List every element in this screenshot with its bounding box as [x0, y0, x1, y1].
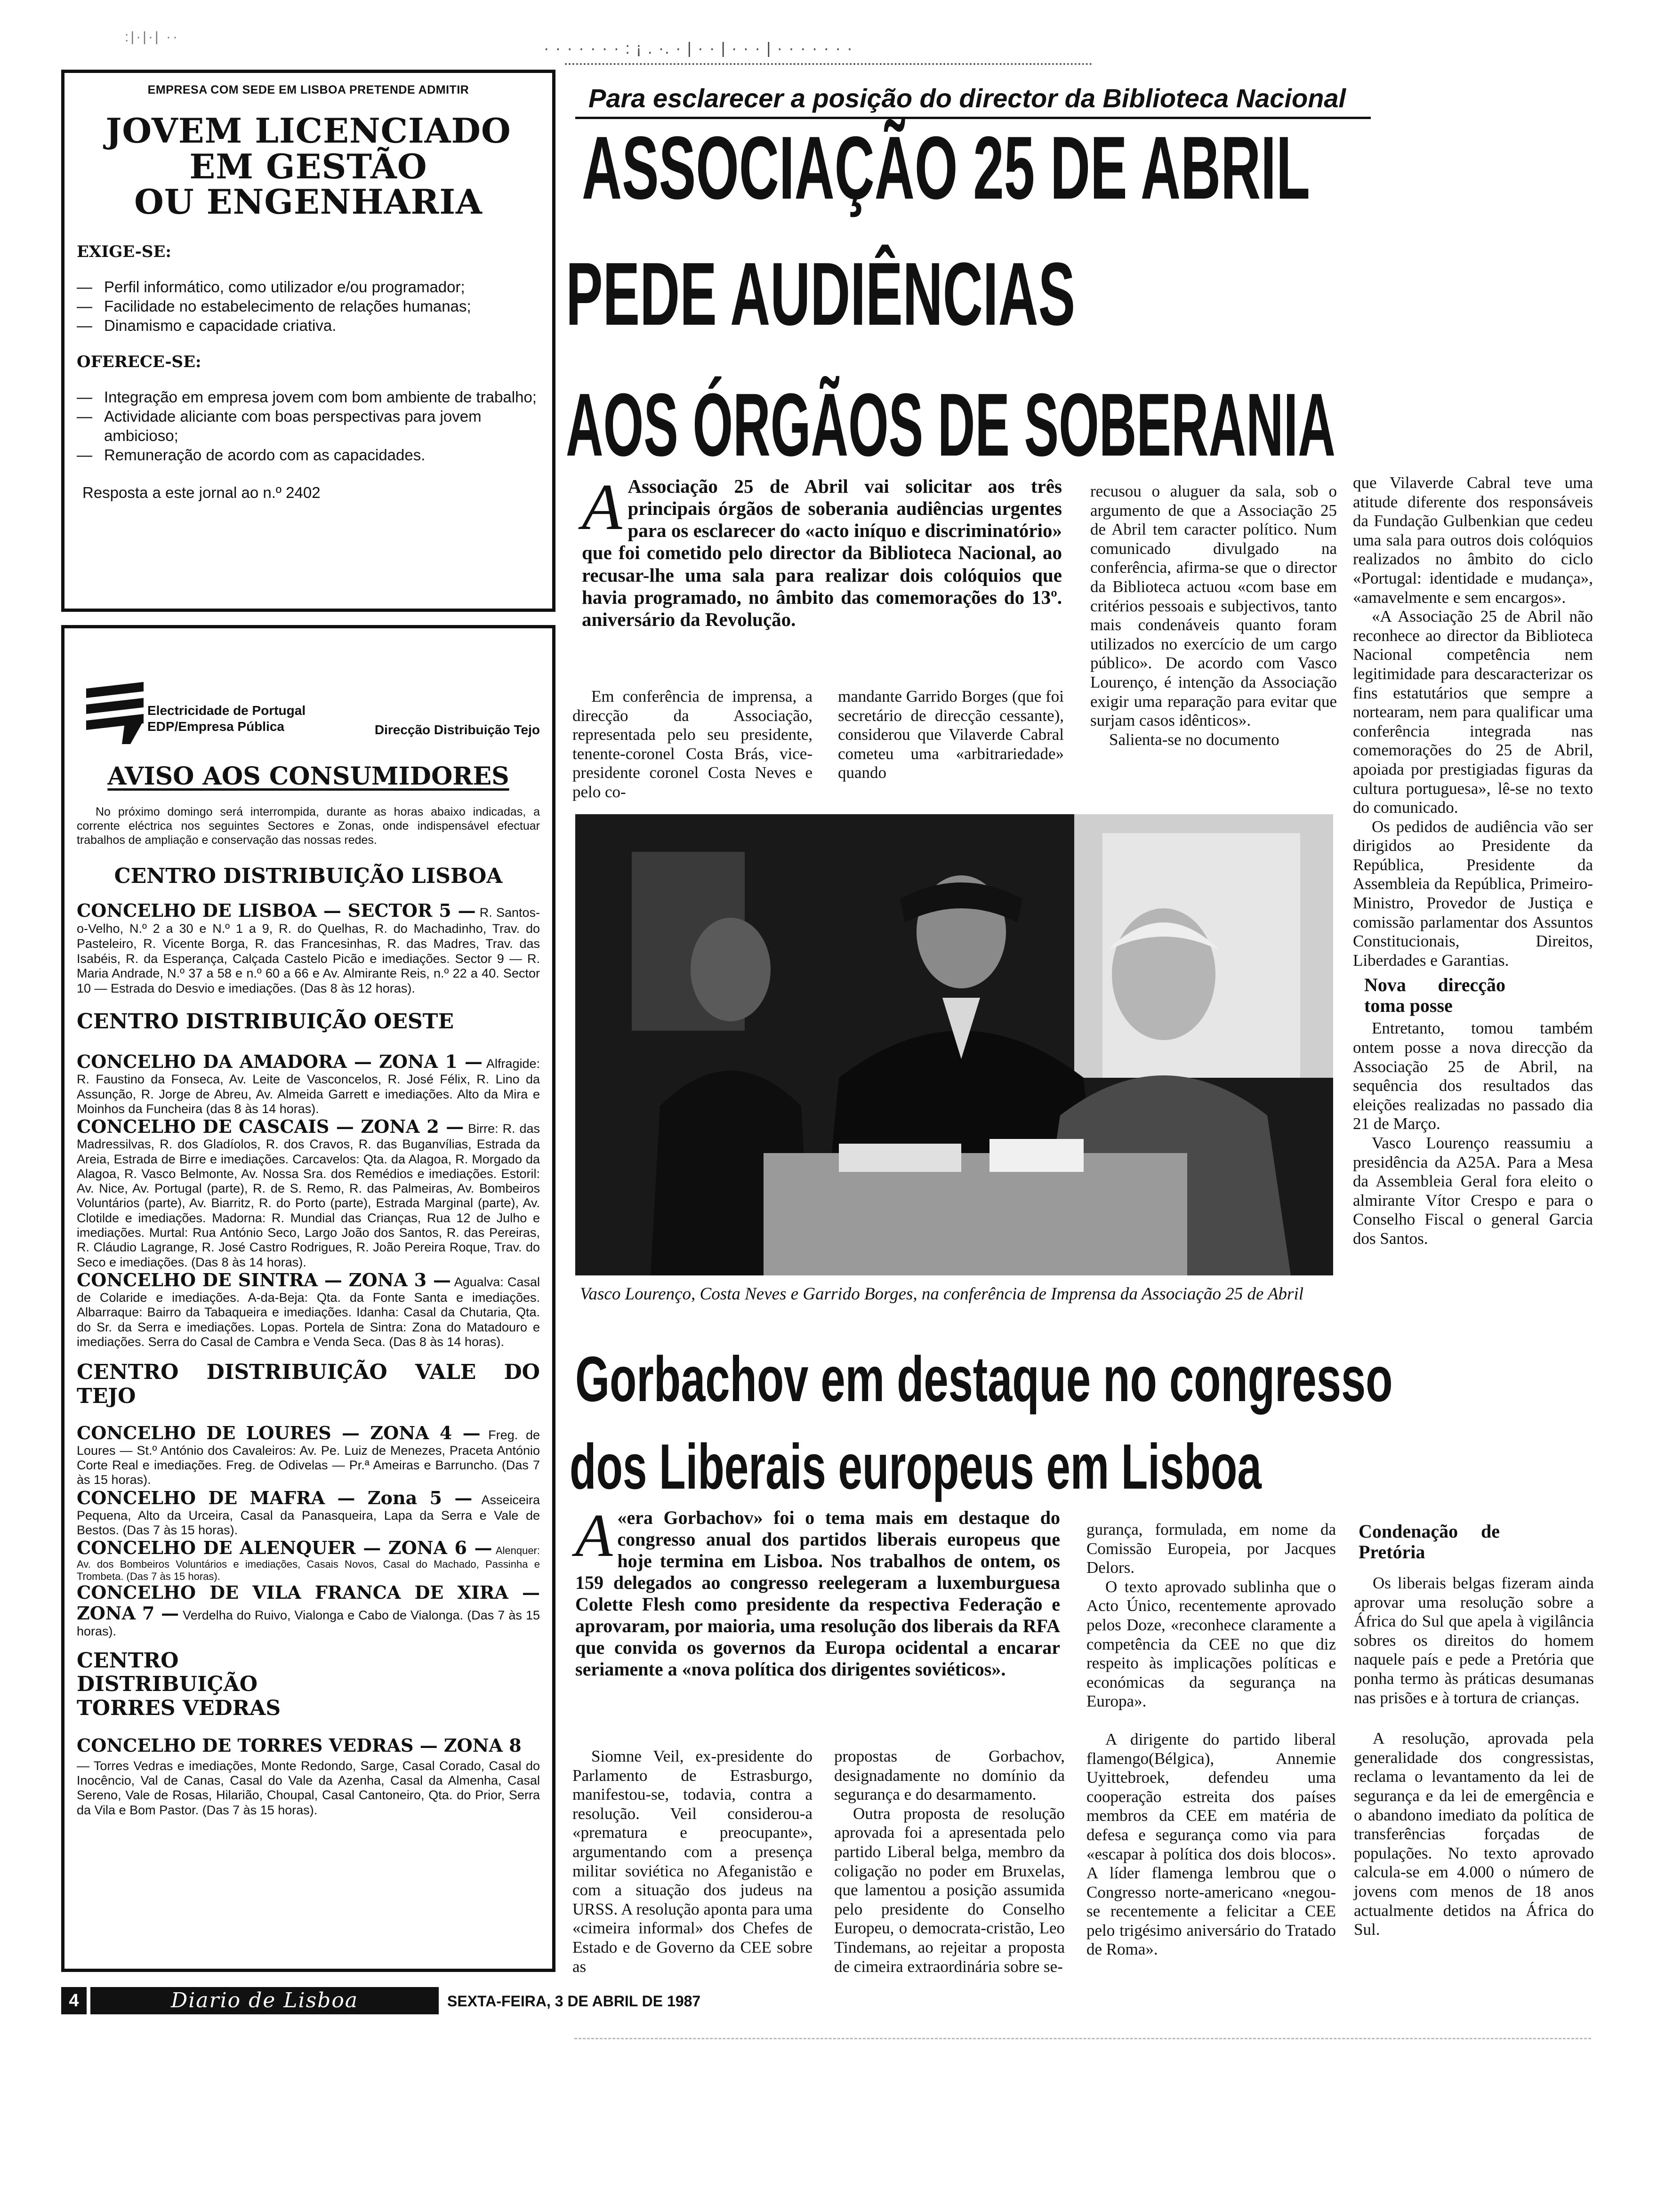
article2-headline-1: Gorbachov em destaque no congresso: [575, 1343, 1393, 1415]
edp-vfx-head: CONCELHO DE VILA FRANCA DE XIRA — ZONA 7 —: [77, 1582, 540, 1624]
article1-lead: [582, 471, 1062, 631]
article1-col-d-text-5: Vasco Lourenço reassumiu a presidência da A25A. Para a Mesa da Assembleia Geral fora eleito o almirante Vítor Crespo e para o Conselho Fiscal o general Garcia dos Santos.: [1353, 1134, 1593, 1248]
press-conference-photo-icon: [575, 814, 1333, 1275]
ad-title: [77, 113, 540, 220]
article2-col-c-text-3: A dirigente do partido liberal flamengo(Bélgica), Annemie Uyittebroek, defendeu uma cooperação estreita dos países membros da CEE em matéria de defesa e segurança como via para «escapar à política dos dois blocos». A líder flamenga lembrou que o Congresso norte-americano «negou-se recentemente a felicitar a CEE pelo trigésimo aniversário do Tratado de Roma».: [1086, 1730, 1336, 1959]
article1-headline-2: PEDE AUDIÊNCIAS: [566, 244, 1076, 344]
edp-aviso-title: AVISO AOS CONSUMIDORES: [107, 762, 509, 791]
masthead: Diario de Lisboa: [90, 1987, 439, 2014]
edp-cascais-text: Birre: R. das Madressilvas, R. dos Gladíolos, R. dos Cravos, R. das Buganvílias, Estrada da Areia, Estrada de Birre e imediações. Carcavelos: Qta. da Alagoa, R. Morgado da Alagoa, R. Vasco Belmonte, Av. Nossa Sra. dos Remédios e imediações. Estoril: Av. Nice, Av. Portugal (parte), R. de S. Remo, R. das Palmeiras, Av. Bombeiros Voluntários (parte), Av. Biarritz, R. do Porto (parte), Estrada Marginal (parte), Av. Clotilde e imediações. Madorna: R. Mundial das Crianças, Rua 12 de Julho e imediações. Murtal: Rua António Seco, Largo João dos Santos, R. das Pereiras, R. Cláudio Lagrange, R. José Castro Rodrigues, R. João Pereira Roque, Trav. do Seco e imediações. (Das 8 às 14 horas).: [77, 1122, 540, 1269]
ad-title-line-3: OU ENGENHARIA: [134, 182, 483, 222]
ad-oferece-label: OFERECE-SE:: [77, 352, 201, 371]
edp-amadora-head: CONCELHO DA AMADORA — ZONA 1 —: [77, 1051, 483, 1073]
article1-col-b: [838, 687, 1064, 783]
ad-resposta: Resposta a este jornal ao n.º 2402: [82, 483, 321, 501]
article2-col-a-text: Siomne Veil, ex-presidente do Parlamento de Estrasburgo, manifestou-se, todavia, contra a resolução. Veil considerou-a «prematura e preocupante», argumentando com a presença militar soviética no Afeganistão e com a situação dos judeus na URSS. A resolução aponta para uma «cimeira informal» dos Chefes de Estado e de Governo da CEE sobre as: [572, 1747, 812, 1976]
article2-col-b-text-1: propostas de Gorbachov, designadamente no domínio da segurança e do desarmamento.: [834, 1747, 1065, 1804]
article1-col-a-text: Em conferência de imprensa, a direcção da Associação, representada pelo seu presidente, tenente-coronel Costa Brás, vice-presidente coronel Costa Neves e pelo co-: [572, 687, 812, 801]
edp-sintra: [77, 1270, 540, 1349]
article2-col-c-text-1: gurança, formulada, em nome da Comissão Europeia, por Jacques Delors.: [1086, 1520, 1336, 1577]
article1-headline-3: AOS ÓRGÃOS DE SOBERANIA: [566, 375, 1335, 475]
article1-col-d: [1353, 473, 1593, 1249]
edp-centro-tejo: CENTRO DISTRIBUIÇÃO VALE DO TEJO: [77, 1360, 540, 1408]
ad-exige-item: — Facilidade no estabelecimento de relações humanas;: [77, 297, 540, 316]
edp-amadora: [77, 1051, 540, 1116]
article1-col-d-text-1: que Vilaverde Cabral teve uma atitude diferente dos responsáveis da Fundação Gulbenkian que cedeu uma sala para outros dois colóquios realizados no âmbito do ciclo «Portugal: identidade e mudança», «amavelmente e sem encargos».: [1353, 473, 1593, 607]
edp-sintra-head: CONCELHO DE SINTRA — ZONA 3 —: [77, 1269, 451, 1291]
article1-col-a: [572, 687, 812, 802]
ad-oferece-item: — Integração em empresa jovem com bom ambiente de trabalho;: [77, 387, 540, 407]
ad-title-line-1: JOVEM LICENCIADO: [105, 111, 511, 151]
article1-lead-text: Associação 25 de Abril vai solicitar aos três principais órgãos de soberania audiências urgentes para os esclarecer do «acto iníquo e discriminatório» que foi cometido pelo director da Biblioteca Nacional, ao recusar-lhe uma sala para realizar dois colóquios que havia programado, no âmbito das comemorações do 13º. aniversário da Revolução.: [582, 475, 1062, 630]
edp-vfx-text: Verdelha do Ruivo, Vialonga e Cabo de Vialonga. (Das 7 às 15 horas).: [77, 1608, 540, 1638]
article1-headline-1: ASSOCIAÇÃO 25 DE ABRIL: [582, 118, 1310, 218]
edp-centro-lisboa: CENTRO DISTRIBUIÇÃO LISBOA: [114, 864, 503, 888]
top-mark-left: :|·|·| ··: [125, 29, 180, 45]
edp-lisboa-text: R. Santos-o-Velho, N.º 2 a 30 e N.º 1 a 9, R. do Quelhas, R. do Machadinho, Trav. do Pasteleiro, R. Vicente Borga, R. das Francesinhas, R. das Madres, Trav. das Isabéis, R. da Esperança, Calçada Castelo Picão e imediações. Sector 9 — R. Maria Andrade, N.º 37 a 58 e n.º 60 a 66 e Av. Almirante Reis, n.º 22 a 40. Sector 10 — Estrada do Desvio e imediações. (Das 8 às 12 horas).: [77, 906, 540, 996]
ad-exige-label: EXIGE-SE:: [77, 242, 171, 261]
edp-lisboa-head: CONCELHO DE LISBOA — SECTOR 5 —: [77, 900, 476, 921]
article2-lead: [575, 1502, 1060, 1680]
edp-centro-tv: CENTRO DISTRIBUIÇÃO TORRES VEDRAS: [77, 1648, 281, 1721]
article1-photo: [575, 814, 1333, 1275]
ad-oferece-list: [77, 387, 540, 465]
edp-cascais-head: CONCELHO DE CASCAIS — ZONA 2 —: [77, 1116, 464, 1138]
article1-col-d-text-2: «A Associação 25 de Abril não reconhece ao director da Biblioteca Nacional competência nem legitimidade para descaracterizar os fins estatutários que sempre a nortearam, nem para qualificar uma conferência integrada nas comemorações do 25 de Abril, apoiada por prestigiadas figuras da cultura portuguesa», lê-se no texto do comunicado.: [1353, 607, 1593, 817]
edp-logo-icon: [81, 680, 152, 746]
ad-small-header: EMPRESA COM SEDE EM LISBOA PRETENDE ADMITIR: [147, 83, 469, 96]
article1-col-c-text-1: recusou o aluguer da sala, sob o argumento de que a Associação 25 de Abril tem caracter político. Num comunicado divulgado na conferência, afirma-se que o director da Biblioteca actuou «com base em critérios pessoais e subjectivos, tanto mais condenáveis quanto foram utilizados no exercício de um cargo público». De acordo com Vasco Lourenço, é intenção da Associação exigir uma reparação para evitar que surjam casos idênticos».: [1090, 482, 1337, 730]
article2-subhead: Condenação de Pretória: [1359, 1521, 1500, 1563]
edp-notice: [61, 625, 555, 1972]
ad-exige-item: — Dinamismo e capacidade criativa.: [77, 316, 540, 335]
edp-lisboa: [77, 900, 540, 996]
edp-mafra-text: Asseiceira Pequena, Alto da Urceira, Casal da Panasqueira, Lapa da Serra e Vale de Bestos. (Das 7 às 15 horas).: [77, 1492, 540, 1537]
footer-date: SEXTA-FEIRA, 3 DE ABRIL DE 1987: [447, 1993, 701, 2010]
edp-amadora-text: Alfragide: R. Faustino da Fonseca, Av. Leite de Vasconcelos, R. José Félix, R. Lino da Assunção, R. Jorge de Abreu, Av. Almeida Garrett e imediações. Alto da Mira e Moinhos da Funcheira (das 8 às 14 horas).: [77, 1057, 540, 1116]
page-number: 4: [61, 1987, 87, 2014]
article1-dropcap: A: [582, 471, 622, 544]
edp-tv-head: CONCELHO DE TORRES VEDRAS — ZONA 8: [77, 1734, 522, 1756]
edp-alenquer-head: CONCELHO DE ALENQUER — ZONA 6 —: [77, 1537, 492, 1559]
job-ad: [61, 70, 555, 612]
edp-sintra-text: Agualva: Casal de Colaride e imediações. A-da-Beja: Qta. da Fonte Santa e imediações. Albarraque: Bairro da Tabaqueira e imediações. Idanha: Casal da Chutaria, Qta. do Sr. da Serra e imediações. Lopas. Portela de Sintra: Zona do Matadouro e imediações. Serra do Casal de Cambra e Venda Seca. (Das 8 às 14 horas).: [77, 1275, 540, 1349]
article1-col-b-text: mandante Garrido Borges (que foi secretário de direcção cessante), considerou que Vilaverde Cabral cometeu uma «arbitrariedade» quando: [838, 687, 1064, 782]
article1-col-c: [1090, 482, 1337, 749]
top-rule: [565, 63, 1092, 65]
ad-oferece-item: — Actividade aliciante com boas perspectivas para jovem ambicioso;: [77, 407, 540, 446]
edp-cascais: [77, 1116, 540, 1270]
edp-tv-text: — Torres Vedras e imediações, Monte Redondo, Sarge, Casal Corado, Casal do Inocêncio, Val de Canas, Casal do Vale da Azenha, Casal da Almenha, Casal Sereno, Vale de Rosas, Hilarião, Choupal, Casal Cantoneiro, Qta. do Prior, Serra da Vila e Bom Pastor. (Das 7 às 15 horas).: [77, 1758, 540, 1817]
article1-col-c-text-2: Salienta-se no documento: [1109, 730, 1279, 749]
article2-lead-text: «era Gorbachov» foi o tema mais em destaque do congresso anual dos partidos liberais europeus que hoje termina em Lisboa. Nos trabalhos de ontem, os 159 delegados ao congresso reelegeram a luxemburguesa Colette Flesh como presidente da respectiva Federação e aprovaram, por maioria, uma resolução dos liberais da RFA que convida os governos da Europa ocidental a encarar seriamente a «nova política dos dirigentes soviéticos».: [575, 1507, 1060, 1680]
bottom-rule: [574, 2038, 1591, 2039]
edp-alenquer: [77, 1538, 540, 1582]
article2-col-c-text-2: O texto aprovado sublinha que o Acto Único, recentemente aprovado pelos Doze, «reconhece claramente a competência da CEE no que diz respeito às implicações políticas e económicas da segurança na Europa».: [1086, 1577, 1336, 1711]
edp-vfx: [77, 1582, 540, 1638]
ad-oferece-item: — Remuneração de acordo com as capacidades.: [77, 445, 540, 465]
edp-intro: No próximo domingo será interrompida, durante as horas abaixo indicadas, a corrente eléctrica nos seguintes Sectores e Zonas, onde indispensável efectuar trabalhos de ampliação e conservação das nossas redes.: [77, 805, 540, 847]
ad-title-line-2: EM GESTÃO: [189, 146, 427, 186]
article2-col-d: [1354, 1521, 1594, 1940]
article2-col-c: [1086, 1520, 1336, 1959]
edp-alenquer-text: Alenquer: Av. dos Bombeiros Voluntários e imediações, Casais Novos, Casal do Machado, Passinha e Trombeta. (Das 7 às 15 horas).: [77, 1545, 540, 1582]
article2-col-b: [834, 1747, 1065, 1976]
edp-loures: [77, 1423, 540, 1488]
edp-mafra: [77, 1488, 540, 1538]
article2-col-a: [572, 1747, 812, 1976]
article1-col-d-text-3: Os pedidos de audiência vão ser dirigidos ao Presidente da República, Presidente da Assembleia da República, Primeiro-Ministro, Provedor de Justiça e comissão parlamentar dos Assuntos Constitucionais, Direitos, Liberdades e Garantias.: [1353, 817, 1593, 970]
article1-subhead: Nova direcção toma posse: [1364, 974, 1505, 1017]
edp-direccao: Direcção Distribuição Tejo: [374, 722, 540, 737]
article2-col-d-text-2: A resolução, aprovada pela generalidade dos congressistas, reclama o levantamento da lei de segurança e da lei de emergência e o abandono imediato da política de transferências forçadas de populações. No texto aprovado calcula-se em 4.000 o número de jovens com menos de 18 anos actualmente detidos na África do Sul.: [1354, 1729, 1594, 1939]
article2-headline-2: dos Liberais europeus em Lisboa: [570, 1431, 1262, 1502]
edp-company-line-1: Electricidade de Portugal: [147, 703, 306, 718]
edp-company-line-2: EDP/Empresa Pública: [147, 719, 285, 734]
top-mark-center: · · · · · · · : ¡ . ·. · | · · | · · · | · · · · · · ·: [544, 40, 853, 57]
edp-loures-head: CONCELHO DE LOURES — ZONA 4 —: [77, 1422, 481, 1443]
edp-loures-text: Freg. de Loures — St.º António dos Cavaleiros: Av. Pe. Luiz de Menezes, Praceta António Corte Real e imediações. Freg. de Odivelas — Pr.ª Ameiras e Barruncho. (Das 7 às 15 horas).: [77, 1427, 540, 1487]
footer: [61, 1987, 720, 2020]
edp-centro-oeste: CENTRO DISTRIBUIÇÃO OESTE: [77, 1010, 454, 1034]
article2-col-d-text-1: Os liberais belgas fizeram ainda aprovar uma resolução sobre a África do Sul que apela à vigilância sobres os direitos do homem naquele país e pede a Pretória que ponha termo às práticas desumanas nas prisões e à tortura de crianças.: [1354, 1574, 1594, 1707]
ad-exige-item: — Perfil informático, como utilizador e/ou programador;: [77, 277, 540, 297]
edp-mafra-head: CONCELHO DE MAFRA — Zona 5 —: [77, 1487, 473, 1508]
article1-caption: Vasco Lourenço, Costa Neves e Garrido Borges, na conferência de Imprensa da Associação 25 de Abril: [580, 1284, 1304, 1304]
article2-dropcap: A: [575, 1502, 613, 1570]
ad-exige-list: [77, 277, 540, 336]
article1-kicker: Para esclarecer a posição do director da Biblioteca Nacional: [588, 83, 1346, 113]
article1-col-d-text-4: Entretanto, tomou também ontem posse a nova direcção da Associação 25 de Abril, na sequência dos resultados das eleições realizadas no passado dia 21 de Março.: [1353, 1019, 1593, 1133]
article2-col-b-text-2: Outra proposta de resolução aprovada foi a apresentada pelo partido Liberal belga, membro da coligação no poder em Bruxelas, que lamentou a posição assumida pelo presidente do Conselho Europeu, o democrata-cristão, Leo Tindemans, ao rejeitar a proposta de cimeira extraordinária sobre se-: [834, 1804, 1065, 1976]
